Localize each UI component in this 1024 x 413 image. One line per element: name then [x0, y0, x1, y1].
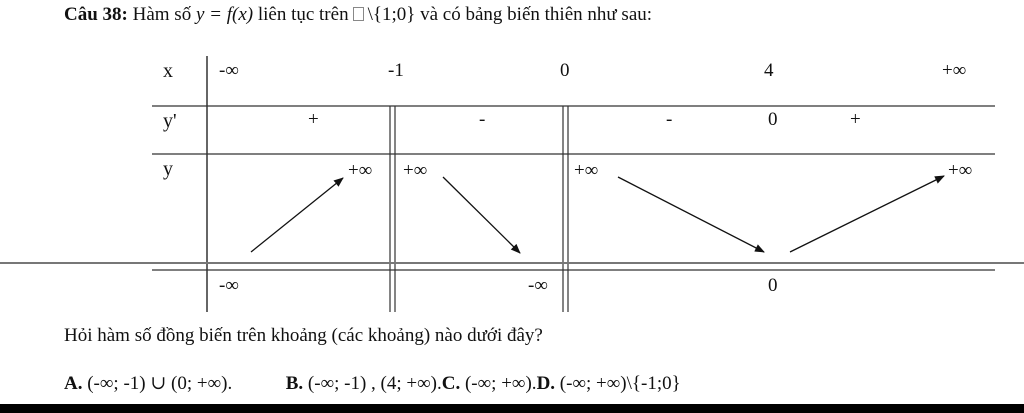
answer-c-label: C.: [441, 373, 461, 394]
question-tail: và có bảng biến thiên như sau:: [420, 4, 653, 25]
page-divider: [0, 262, 1024, 264]
derivative-sign-1: +: [308, 109, 319, 130]
y-bottom-value-1: -∞: [219, 275, 239, 296]
row-label-y: y: [163, 158, 173, 180]
arrow-increase-2: [790, 176, 944, 252]
answer-c-text: (-∞; +∞).: [464, 373, 537, 394]
derivative-sign-3: -: [666, 109, 673, 130]
x-value-minus-one: -1: [388, 60, 404, 81]
answer-a-text: (-∞; -1) ∪ (0; +∞).: [87, 373, 233, 394]
function-notation: y = f(x): [195, 4, 254, 25]
x-value-neg-inf: -∞: [219, 60, 239, 81]
answer-b-text: (-∞; -1) , (4; +∞).: [307, 373, 442, 394]
x-value-four: 4: [764, 60, 774, 81]
domain-set: \{1;0}: [367, 4, 416, 25]
question-middle: liên tục trên: [257, 4, 349, 25]
derivative-zero: 0: [768, 109, 778, 130]
x-value-pos-inf: +∞: [942, 60, 967, 81]
y-bottom-value-2: -∞: [528, 275, 548, 296]
row-label-x: x: [163, 60, 173, 82]
answer-options: [64, 372, 681, 395]
y-top-value-4: +∞: [948, 160, 973, 181]
arrow-increase-1: [251, 178, 343, 252]
y-top-value-3: +∞: [574, 160, 599, 181]
question-lead: Hàm số: [132, 4, 192, 25]
derivative-sign-4: +: [850, 109, 861, 130]
answer-d-label: D.: [536, 373, 556, 394]
arrow-decrease-2: [618, 177, 764, 252]
question-number: Câu 38:: [64, 4, 128, 25]
row-label-derivative: y': [163, 110, 177, 132]
y-bottom-value-3: 0: [768, 275, 778, 296]
answer-a-label: A.: [64, 373, 83, 394]
answer-d-text: (-∞; +∞)\{-1;0}: [559, 373, 681, 394]
y-top-value-2: +∞: [403, 160, 428, 181]
arrow-decrease-1: [443, 177, 520, 253]
y-top-value-1: +∞: [348, 160, 373, 181]
derivative-sign-2: -: [479, 109, 486, 130]
answer-b-label: B.: [285, 373, 304, 394]
bottom-bar: [0, 404, 1024, 413]
sub-question: Hỏi hàm số đồng biến trên khoảng (các khoảng) nào dưới đây?: [64, 325, 543, 346]
x-value-zero: 0: [560, 60, 570, 81]
